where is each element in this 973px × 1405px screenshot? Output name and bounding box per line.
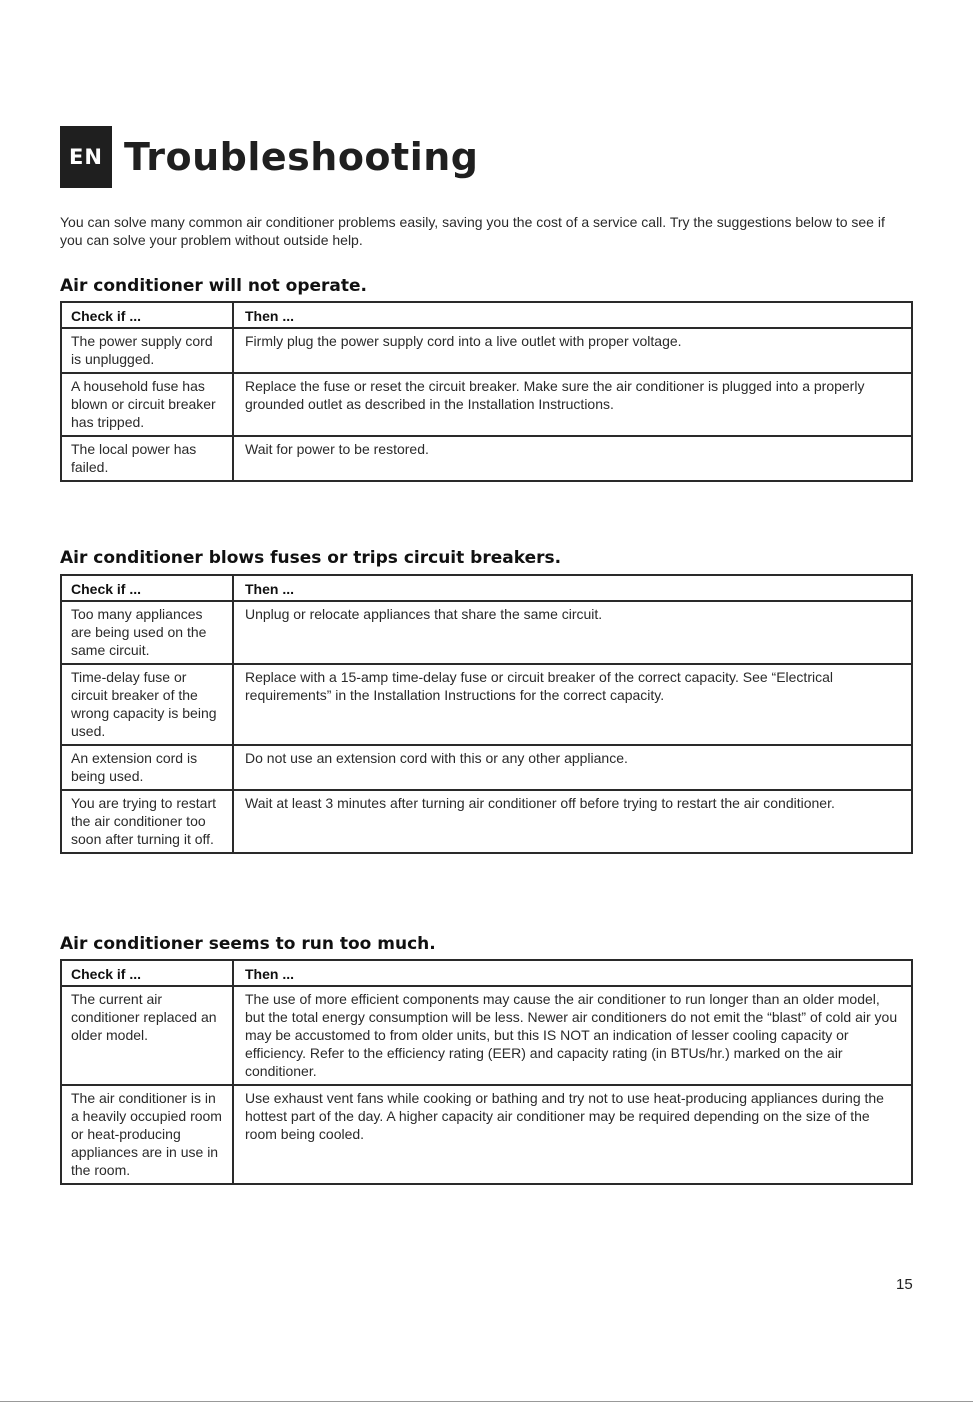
table-row	[61, 601, 912, 664]
then-cell: Wait at least 3 minutes after turning air conditioner off before trying to restart the air conditioner.	[233, 790, 912, 853]
page-bottom-divider	[0, 1401, 973, 1402]
section-title-blows-fuses: Air conditioner blows fuses or trips circuit breakers.	[60, 548, 562, 568]
then-cell: Replace the fuse or reset the circuit breaker. Make sure the air conditioner is plugged into a properly grounded outlet as described in the Installation Instructions.	[233, 373, 912, 436]
page-number: 15	[896, 1276, 913, 1293]
page-title: Troubleshooting	[124, 135, 479, 179]
table-row	[61, 1085, 912, 1184]
check-cell: An extension cord is being used.	[61, 745, 233, 790]
then-cell: Do not use an extension cord with this or any other appliance.	[233, 745, 912, 790]
page-header	[60, 126, 478, 188]
then-cell: Use exhaust vent fans while cooking or bathing and try not to use heat-producing appliances during the hottest part of the day. A higher capacity air conditioner may be required depending on the size of the room being cooled.	[233, 1085, 912, 1184]
column-header-then: Then ...	[233, 960, 912, 986]
then-cell: Wait for power to be restored.	[233, 436, 912, 481]
check-cell: Too many appliances are being used on the same circuit.	[61, 601, 233, 664]
table-row	[61, 436, 912, 481]
check-cell: A household fuse has blown or circuit breaker has tripped.	[61, 373, 233, 436]
check-cell: The power supply cord is unplugged.	[61, 328, 233, 373]
table-row	[61, 790, 912, 853]
then-cell: Firmly plug the power supply cord into a live outlet with proper voltage.	[233, 328, 912, 373]
check-cell: The current air conditioner replaced an older model.	[61, 986, 233, 1085]
table-header-row	[61, 302, 912, 328]
check-cell: The air conditioner is in a heavily occupied room or heat-producing appliances are in use in the room.	[61, 1085, 233, 1184]
then-cell: Replace with a 15-amp time-delay fuse or circuit breaker of the correct capacity. See “Electrical requirements” in the Installation Instructions for the correct capacity.	[233, 664, 912, 745]
column-header-then: Then ...	[233, 575, 912, 601]
table-row	[61, 664, 912, 745]
check-cell: You are trying to restart the air conditioner too soon after turning it off.	[61, 790, 233, 853]
check-cell: Time-delay fuse or circuit breaker of the wrong capacity is being used.	[61, 664, 233, 745]
table-row	[61, 373, 912, 436]
check-cell: The local power has failed.	[61, 436, 233, 481]
table-header-row	[61, 960, 912, 986]
troubleshooting-table-will-not-operate	[60, 301, 913, 482]
section-title-runs-too-much: Air conditioner seems to run too much.	[60, 934, 436, 954]
troubleshooting-table-runs-too-much	[60, 959, 913, 1185]
then-cell: Unplug or relocate appliances that share the same circuit.	[233, 601, 912, 664]
table-header-row	[61, 575, 912, 601]
language-badge: EN	[60, 126, 112, 188]
column-header-check: Check if ...	[61, 575, 233, 601]
then-cell: The use of more efficient components may cause the air conditioner to run longer than an older model, but the total energy consumption will be less. Newer air conditioners do not emit the “blast” of cold air you may be accustomed to from older units, but this IS NOT an indication of lesser cooling capacity or efficiency. Refer to the efficiency rating (EER) and capacity rating (in BTUs/hr.) marked on the air conditioner.	[233, 986, 912, 1085]
table-row	[61, 745, 912, 790]
table-row	[61, 328, 912, 373]
column-header-check: Check if ...	[61, 960, 233, 986]
column-header-then: Then ...	[233, 302, 912, 328]
column-header-check: Check if ...	[61, 302, 233, 328]
intro-paragraph: You can solve many common air conditioner problems easily, saving you the cost of a service call. Try the suggestions below to see if you can solve your problem without outside help.	[60, 214, 885, 248]
troubleshooting-table-blows-fuses	[60, 574, 913, 854]
section-title-will-not-operate: Air conditioner will not operate.	[60, 276, 367, 296]
table-row	[61, 986, 912, 1085]
